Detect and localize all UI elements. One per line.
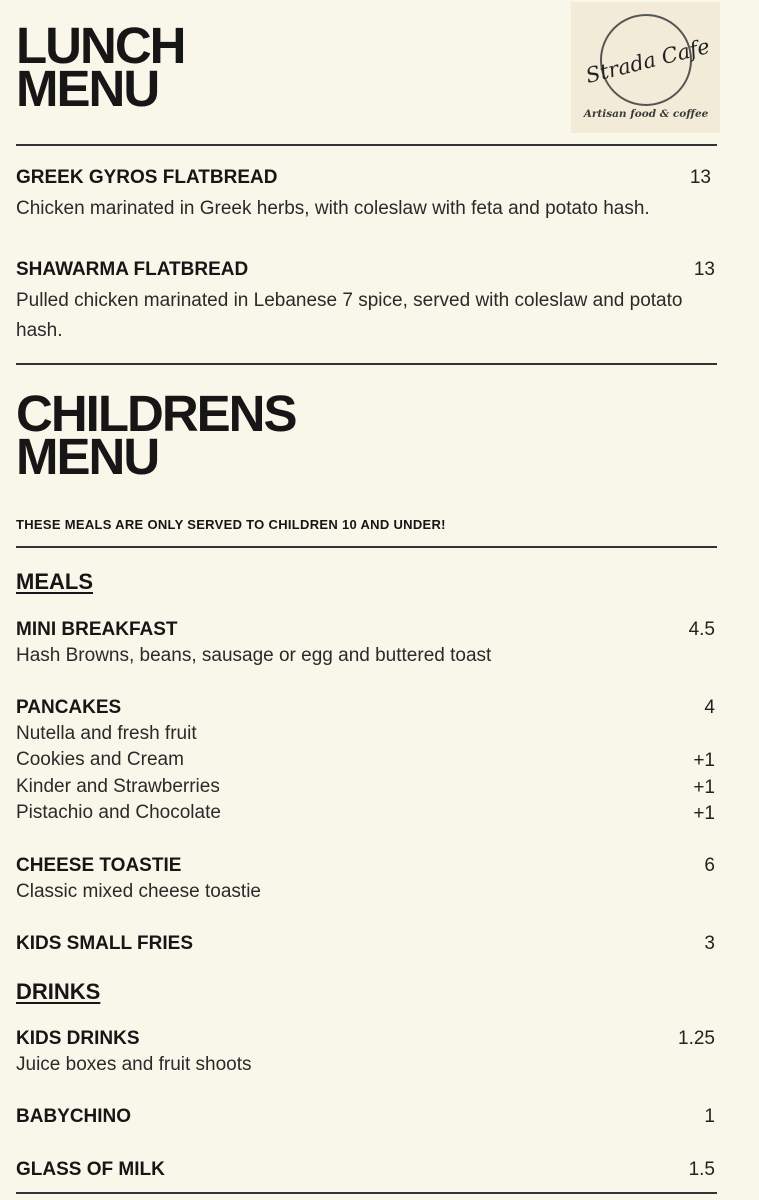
meal-item-price: 6 bbox=[704, 855, 715, 876]
drink-item-price: 1.5 bbox=[688, 1159, 715, 1180]
drink-item-description: Juice boxes and fruit shoots bbox=[16, 1054, 252, 1075]
lunch-item-price: 13 bbox=[689, 167, 711, 188]
drink-item-name: KIDS DRINKS bbox=[16, 1028, 140, 1049]
pancake-option-price: +1 bbox=[693, 777, 715, 798]
age-notice: THESE MEALS ARE ONLY SERVED TO CHILDREN 10 AND UNDER! bbox=[16, 517, 446, 532]
meal-item-name: KIDS SMALL FRIES bbox=[16, 933, 193, 954]
drink-item-name: GLASS OF MILK bbox=[16, 1159, 165, 1180]
strada-cafe-logo bbox=[571, 2, 720, 133]
divider bbox=[16, 363, 717, 365]
lunch-item-name: SHAWARMA FLATBREAD bbox=[16, 259, 249, 280]
divider bbox=[16, 1192, 717, 1194]
drink-item-name: BABYCHINO bbox=[16, 1106, 132, 1127]
meal-item-name: CHEESE TOASTIE bbox=[16, 855, 182, 876]
lunch-item-description: Chicken marinated in Greek herbs, with coleslaw with feta and potato hash. bbox=[16, 198, 650, 219]
meal-item-description: Hash Browns, beans, sausage or egg and buttered toast bbox=[16, 645, 492, 666]
lunch-item-name: GREEK GYROS FLATBREAD bbox=[16, 167, 278, 188]
meal-item-price: 4.5 bbox=[688, 619, 715, 640]
pancake-option: Nutella and fresh fruit bbox=[16, 723, 197, 744]
divider bbox=[16, 144, 717, 146]
lunch-title-line2: MENU bbox=[16, 60, 159, 117]
meal-item-name: MINI BREAKFAST bbox=[16, 619, 178, 640]
pancake-option: Kinder and Strawberries bbox=[16, 776, 220, 797]
logo-circle-icon bbox=[571, 2, 720, 133]
lunch-item-price: 13 bbox=[693, 259, 715, 280]
meal-item-price: 3 bbox=[704, 933, 715, 954]
meal-item-description: Classic mixed cheese toastie bbox=[16, 881, 261, 902]
childrens-menu-title bbox=[16, 385, 296, 485]
meals-heading: MEALS bbox=[16, 569, 93, 594]
meal-item-name: PANCAKES bbox=[16, 697, 122, 718]
divider bbox=[16, 546, 717, 548]
childrens-title-line2: MENU bbox=[16, 428, 159, 485]
drink-item-price: 1.25 bbox=[678, 1028, 715, 1049]
drinks-heading: DRINKS bbox=[16, 979, 101, 1004]
logo-script-text: Strada Cafe bbox=[583, 34, 713, 89]
pancake-option-price: +1 bbox=[693, 750, 715, 771]
pancake-option: Pistachio and Chocolate bbox=[16, 802, 221, 823]
logo-tagline: Artisan food & coffee bbox=[583, 108, 709, 120]
childrens-title-line1: CHILDRENS bbox=[16, 385, 296, 442]
pancake-option: Cookies and Cream bbox=[16, 749, 184, 770]
lunch-title-line1: LUNCH bbox=[16, 17, 185, 74]
lunch-menu-title bbox=[16, 17, 185, 117]
drink-item-price: 1 bbox=[704, 1106, 715, 1127]
pancake-option-price: +1 bbox=[693, 803, 715, 824]
lunch-item-description: Pulled chicken marinated in Lebanese 7 spice, served with coleslaw and potato hash. bbox=[16, 290, 683, 341]
meal-item-price: 4 bbox=[704, 697, 715, 718]
